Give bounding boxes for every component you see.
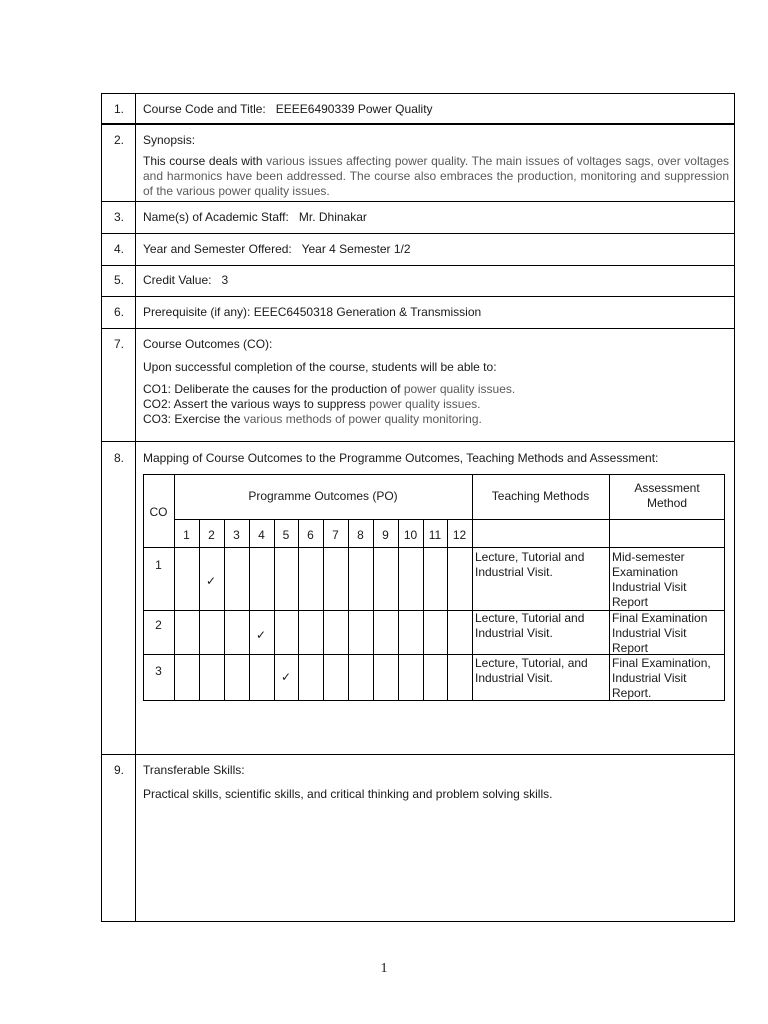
year-semester-value: Year 4 Semester 1/2 [301,242,411,256]
po-number-5: 5 [282,528,290,542]
course-outcome-3 [143,412,482,426]
assessment-method-1: Mid-semester Examination Industrial Visit Report [612,550,687,609]
po-header: Programme Outcomes (PO) [248,489,398,503]
course-outcomes-label: Course Outcomes (CO): [143,337,273,351]
po-number-7: 7 [332,528,339,542]
credit-value-value: 3 [221,273,229,287]
assessment-method-2: Final Examination Industrial Visit Report [612,611,708,655]
teaching-method-1: Lecture, Tutorial and Industrial Visit. [475,550,585,579]
course-code-title [143,102,433,116]
co3-text-rest: various methods of power quality monitoring. [240,412,482,426]
co1-text: CO1: Deliberate the causes for the production of [143,382,401,396]
row-number-6: 6. [113,305,124,319]
teaching-method-2: Lecture, Tutorial and Industrial Visit. [475,611,585,640]
co1-text-rest: power quality issues. [400,382,516,396]
course-code-label: Course Code and Title: [143,102,266,116]
po-number-6: 6 [307,528,314,542]
co-header: CO [149,505,168,519]
year-semester [143,242,411,256]
check-icon: ✓ [281,670,292,684]
row-number-3: 3. [113,210,124,224]
row-number-2: 2. [113,133,124,147]
po-number-8: 8 [357,528,364,542]
row-number-7: 7. [113,337,124,351]
synopsis-text-start: This course deals with [143,154,263,168]
check-icon: ✓ [256,628,267,642]
co-row-3: 3 [155,664,162,678]
course-code-value: EEEE6490339 Power Quality [275,102,433,116]
po-number-11: 11 [428,528,442,542]
teaching-methods-header: Teaching Methods [491,489,590,503]
course-outcomes-intro: Upon successful completion of the course, students will be able to: [143,360,497,374]
mapping-label: Mapping of Course Outcomes to the Programme Outcomes, Teaching Methods and Assessment: [143,451,659,465]
co2-text: CO2: Assert the various ways to suppress [143,397,366,411]
academic-staff [143,210,367,224]
academic-staff-label: Name(s) of Academic Staff: [143,210,289,224]
row-number-9: 9. [113,763,124,777]
transferable-skills-text: Practical skills, scientific skills, and critical thinking and problem solving skills. [143,787,553,801]
po-number-3: 3 [233,528,240,542]
row-number-5: 5. [113,273,124,287]
transferable-skills-label: Transferable Skills: [143,763,245,777]
page-number: 1 [380,961,388,976]
synopsis-label: Synopsis: [143,133,196,147]
co2-text-rest: power quality issues. [365,397,481,411]
po-number-9: 9 [382,528,389,542]
credit-value [143,273,228,287]
synopsis-text [143,154,729,199]
synopsis-text-rest: various issues affecting power quality. The main issues of voltages sags, over voltages and harmonics have been addressed. The course also embraces the production, monitoring and suppression of the various power quality issues. [143,154,729,198]
academic-staff-value: Mr. Dhinakar [298,210,367,224]
prerequisite: Prerequisite (if any): EEEC6450318 Generation & Transmission [143,305,482,319]
credit-value-label: Credit Value: [143,273,212,287]
po-number-2: 2 [208,528,215,542]
check-icon: ✓ [206,574,217,588]
assessment-method-3: Final Examination, Industrial Visit Report. [612,656,711,700]
row-number-8: 8. [113,451,124,465]
row-number-4: 4. [113,242,124,256]
row-number-1: 1. [113,102,124,116]
co-row-2: 2 [155,618,162,632]
teaching-method-3: Lecture, Tutorial, and Industrial Visit. [475,656,588,685]
po-number-12: 12 [452,528,467,542]
assessment-method-header: Assessment Method [634,481,700,510]
po-number-1: 1 [183,528,190,542]
course-outcome-2 [143,397,481,411]
po-number-10: 10 [403,528,418,542]
co-row-1: 1 [155,558,162,572]
po-number-4: 4 [258,528,265,542]
course-outcome-1 [143,382,515,396]
co3-text: CO3: Exercise the [143,412,241,426]
year-semester-label: Year and Semester Offered: [143,242,292,256]
